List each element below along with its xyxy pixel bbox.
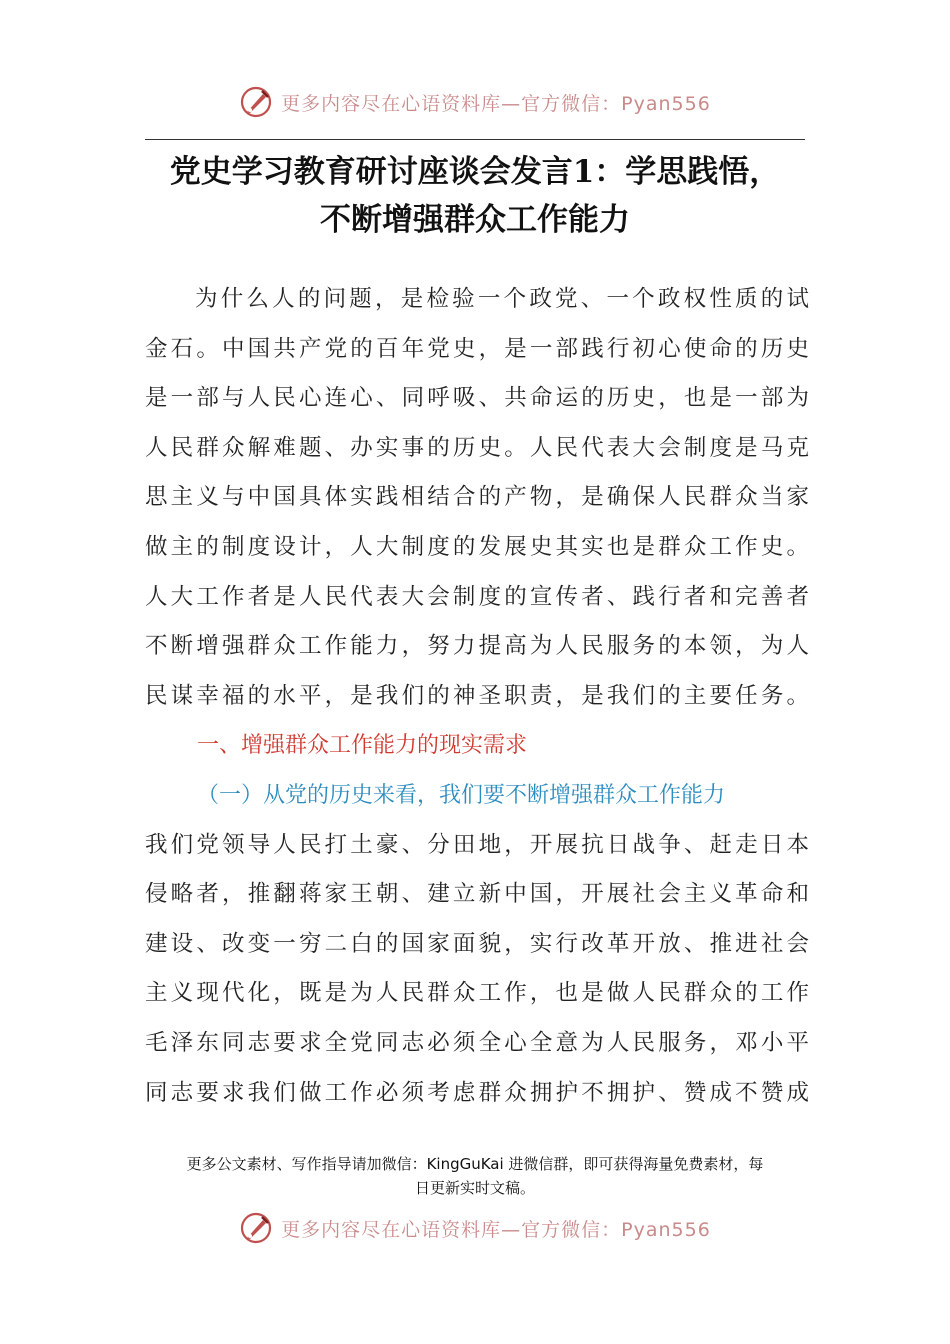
paragraph-line: 主义现代化，既是为人民群众工作，也是做人民群众的工作 <box>145 980 809 1007</box>
footer-line-1: 更多公文素材、写作指导请加微信：KingGuKai 进微信群，即可获得海量免费素材，每 <box>186 1155 764 1173</box>
watermark-text: 更多内容尽在心语资料库—官方微信：Pyan556 <box>281 92 711 115</box>
document-body <box>145 275 809 1118</box>
paragraph-line: 民谋幸福的水平，是我们的神圣职责，是我们的主要任务。 <box>145 682 809 709</box>
paragraph-line: 金石。中国共产党的百年党史，是一部践行初心使命的历史 <box>145 335 809 362</box>
quill-logo-icon <box>239 1211 273 1245</box>
paragraph-line: 人大工作者是人民代表大会制度的宣传者、践行者和完善者 <box>145 583 809 610</box>
section-heading: 一、增强群众工作能力的现实需求 <box>197 733 528 759</box>
subsection-heading: （一）从党的历史来看，我们要不断增强群众工作能力 <box>197 782 726 808</box>
paragraph-line: 同志要求我们做工作必须考虑群众拥护不拥护、赞成不赞成 <box>145 1079 809 1106</box>
footer-note <box>140 1152 810 1200</box>
document-title <box>140 148 810 244</box>
paragraph-line: 思主义与中国具体实践相结合的产物，是确保人民群众当家 <box>145 484 809 511</box>
title-line-1: 党史学习教育研讨座谈会发言1：学思践悟， <box>169 154 781 190</box>
paragraph-line: 建设、改变一穷二白的国家面貌，实行改革开放、推进社会 <box>145 930 809 957</box>
paragraph-line: 不断增强群众工作能力，努力提高为人民服务的本领，为人 <box>145 633 809 660</box>
paragraph-line: 人民群众解难题、办实事的历史。人民代表大会制度是马克 <box>145 434 809 461</box>
title-line-2: 不断增强群众工作能力 <box>320 202 630 238</box>
quill-logo-icon <box>239 85 273 119</box>
paragraph-line: 毛泽东同志要求全党同志必须全心全意为人民服务，邓小平 <box>145 1029 809 1056</box>
header-rule <box>145 139 805 140</box>
watermark-text: 更多内容尽在心语资料库—官方微信：Pyan556 <box>281 1218 711 1241</box>
paragraph-line: 是一部与人民心连心、同呼吸、共命运的历史，也是一部为 <box>145 385 809 412</box>
watermark-banner-top <box>0 82 950 122</box>
footer-line-2: 日更新实时文稿。 <box>414 1179 535 1197</box>
paragraph-line: 做主的制度设计，人大制度的发展史其实也是群众工作史。 <box>145 533 809 560</box>
paragraph-line: 为什么人的问题，是检验一个政党、一个政权性质的试 <box>195 286 809 312</box>
watermark-banner-bottom <box>0 1208 950 1248</box>
paragraph-line: 我们党领导人民打土豪、分田地，开展抗日战争、赶走日本 <box>145 831 809 858</box>
paragraph-line: 侵略者，推翻蒋家王朝、建立新中国，开展社会主义革命和 <box>145 881 809 908</box>
